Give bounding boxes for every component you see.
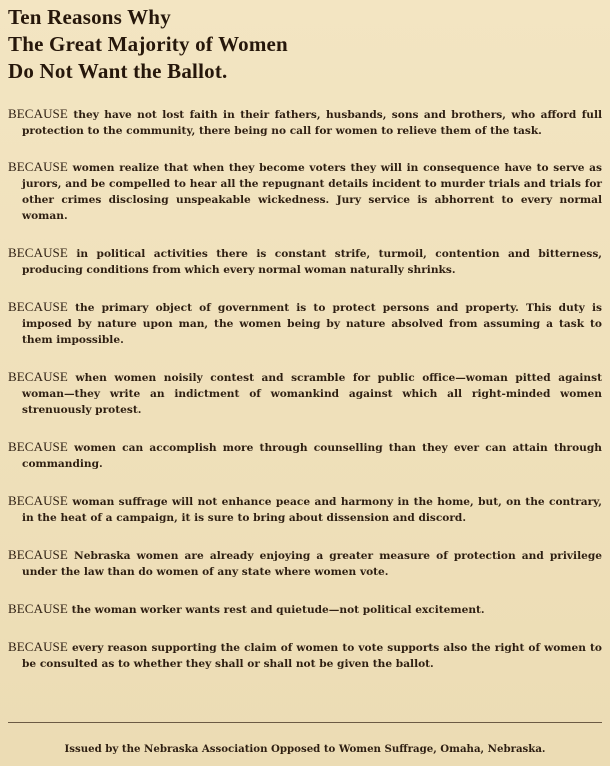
footer-divider	[8, 722, 602, 723]
reason-item	[8, 299, 602, 348]
reason-keyword: BECAUSE	[8, 493, 68, 508]
reason-text: women can accomplish more through counselling than they ever can attain through commanding.	[22, 442, 602, 470]
reason-keyword: BECAUSE	[8, 547, 68, 562]
reason-text: women realize that when they become voters they will in consequence have to serve as jurors, and be compelled to hear all the repugnant details incident to murder trials and trials for other crimes disclosing unspeakable wickedness. Jury service is abhorrent to every normal woman.	[22, 162, 602, 222]
reason-text: the woman worker wants rest and quietude—not political excitement.	[67, 604, 485, 616]
footer-credit: Issued by the Nebraska Association Opposed to Women Suffrage, Omaha, Nebraska.	[64, 743, 546, 755]
reason-item	[8, 601, 602, 618]
page-title	[8, 4, 428, 85]
reason-item	[8, 439, 602, 472]
title-line-2: The Great Majority of Women	[8, 32, 288, 56]
reason-text: in political activities there is constant strife, turmoil, contention and bitterness, producing conditions from which every normal woman naturally shrinks.	[22, 248, 602, 276]
reason-text: when women noisily contest and scramble for public office—woman pitted against woman—they write an indictment of womankind against which all right-minded women strenuously protest.	[22, 372, 602, 416]
reason-keyword: BECAUSE	[8, 299, 68, 314]
reason-item	[8, 369, 602, 418]
reason-keyword: BECAUSE	[8, 245, 68, 260]
reason-item	[8, 493, 602, 526]
reason-text: every reason supporting the claim of women to vote supports also the right of women to be consulted as to whether they shall or shall not be given the ballot.	[22, 642, 602, 670]
reason-text: they have not lost faith in their fathers, husbands, sons and brothers, who afford full protection to the community, there being no call for women to relieve them of the task.	[22, 109, 602, 137]
reason-keyword: BECAUSE	[8, 639, 68, 654]
reason-keyword: BECAUSE	[8, 601, 68, 616]
reason-text: the primary object of government is to protect persons and property. This duty is imposed by nature upon man, the women being by nature absolved from assuming a task to them impossible.	[22, 302, 602, 346]
title-line-3: Do Not Want the Ballot.	[8, 59, 228, 83]
reason-keyword: BECAUSE	[8, 439, 68, 454]
reason-item	[8, 159, 602, 224]
reason-item	[8, 547, 602, 580]
reason-item	[8, 245, 602, 278]
reason-keyword: BECAUSE	[8, 106, 68, 121]
reason-text: woman suffrage will not enhance peace and harmony in the home, but, on the contrary, in the heat of a campaign, it is sure to bring about dissension and discord.	[22, 496, 602, 524]
title-line-1: Ten Reasons Why	[8, 5, 171, 29]
reason-text: Nebraska women are already enjoying a greater measure of protection and privilege under the law than do women of any state where women vote.	[22, 550, 602, 578]
reason-item	[8, 639, 602, 672]
reason-keyword: BECAUSE	[8, 159, 68, 174]
reasons-list	[8, 106, 602, 672]
reason-item	[8, 106, 602, 139]
reason-keyword: BECAUSE	[8, 369, 68, 384]
